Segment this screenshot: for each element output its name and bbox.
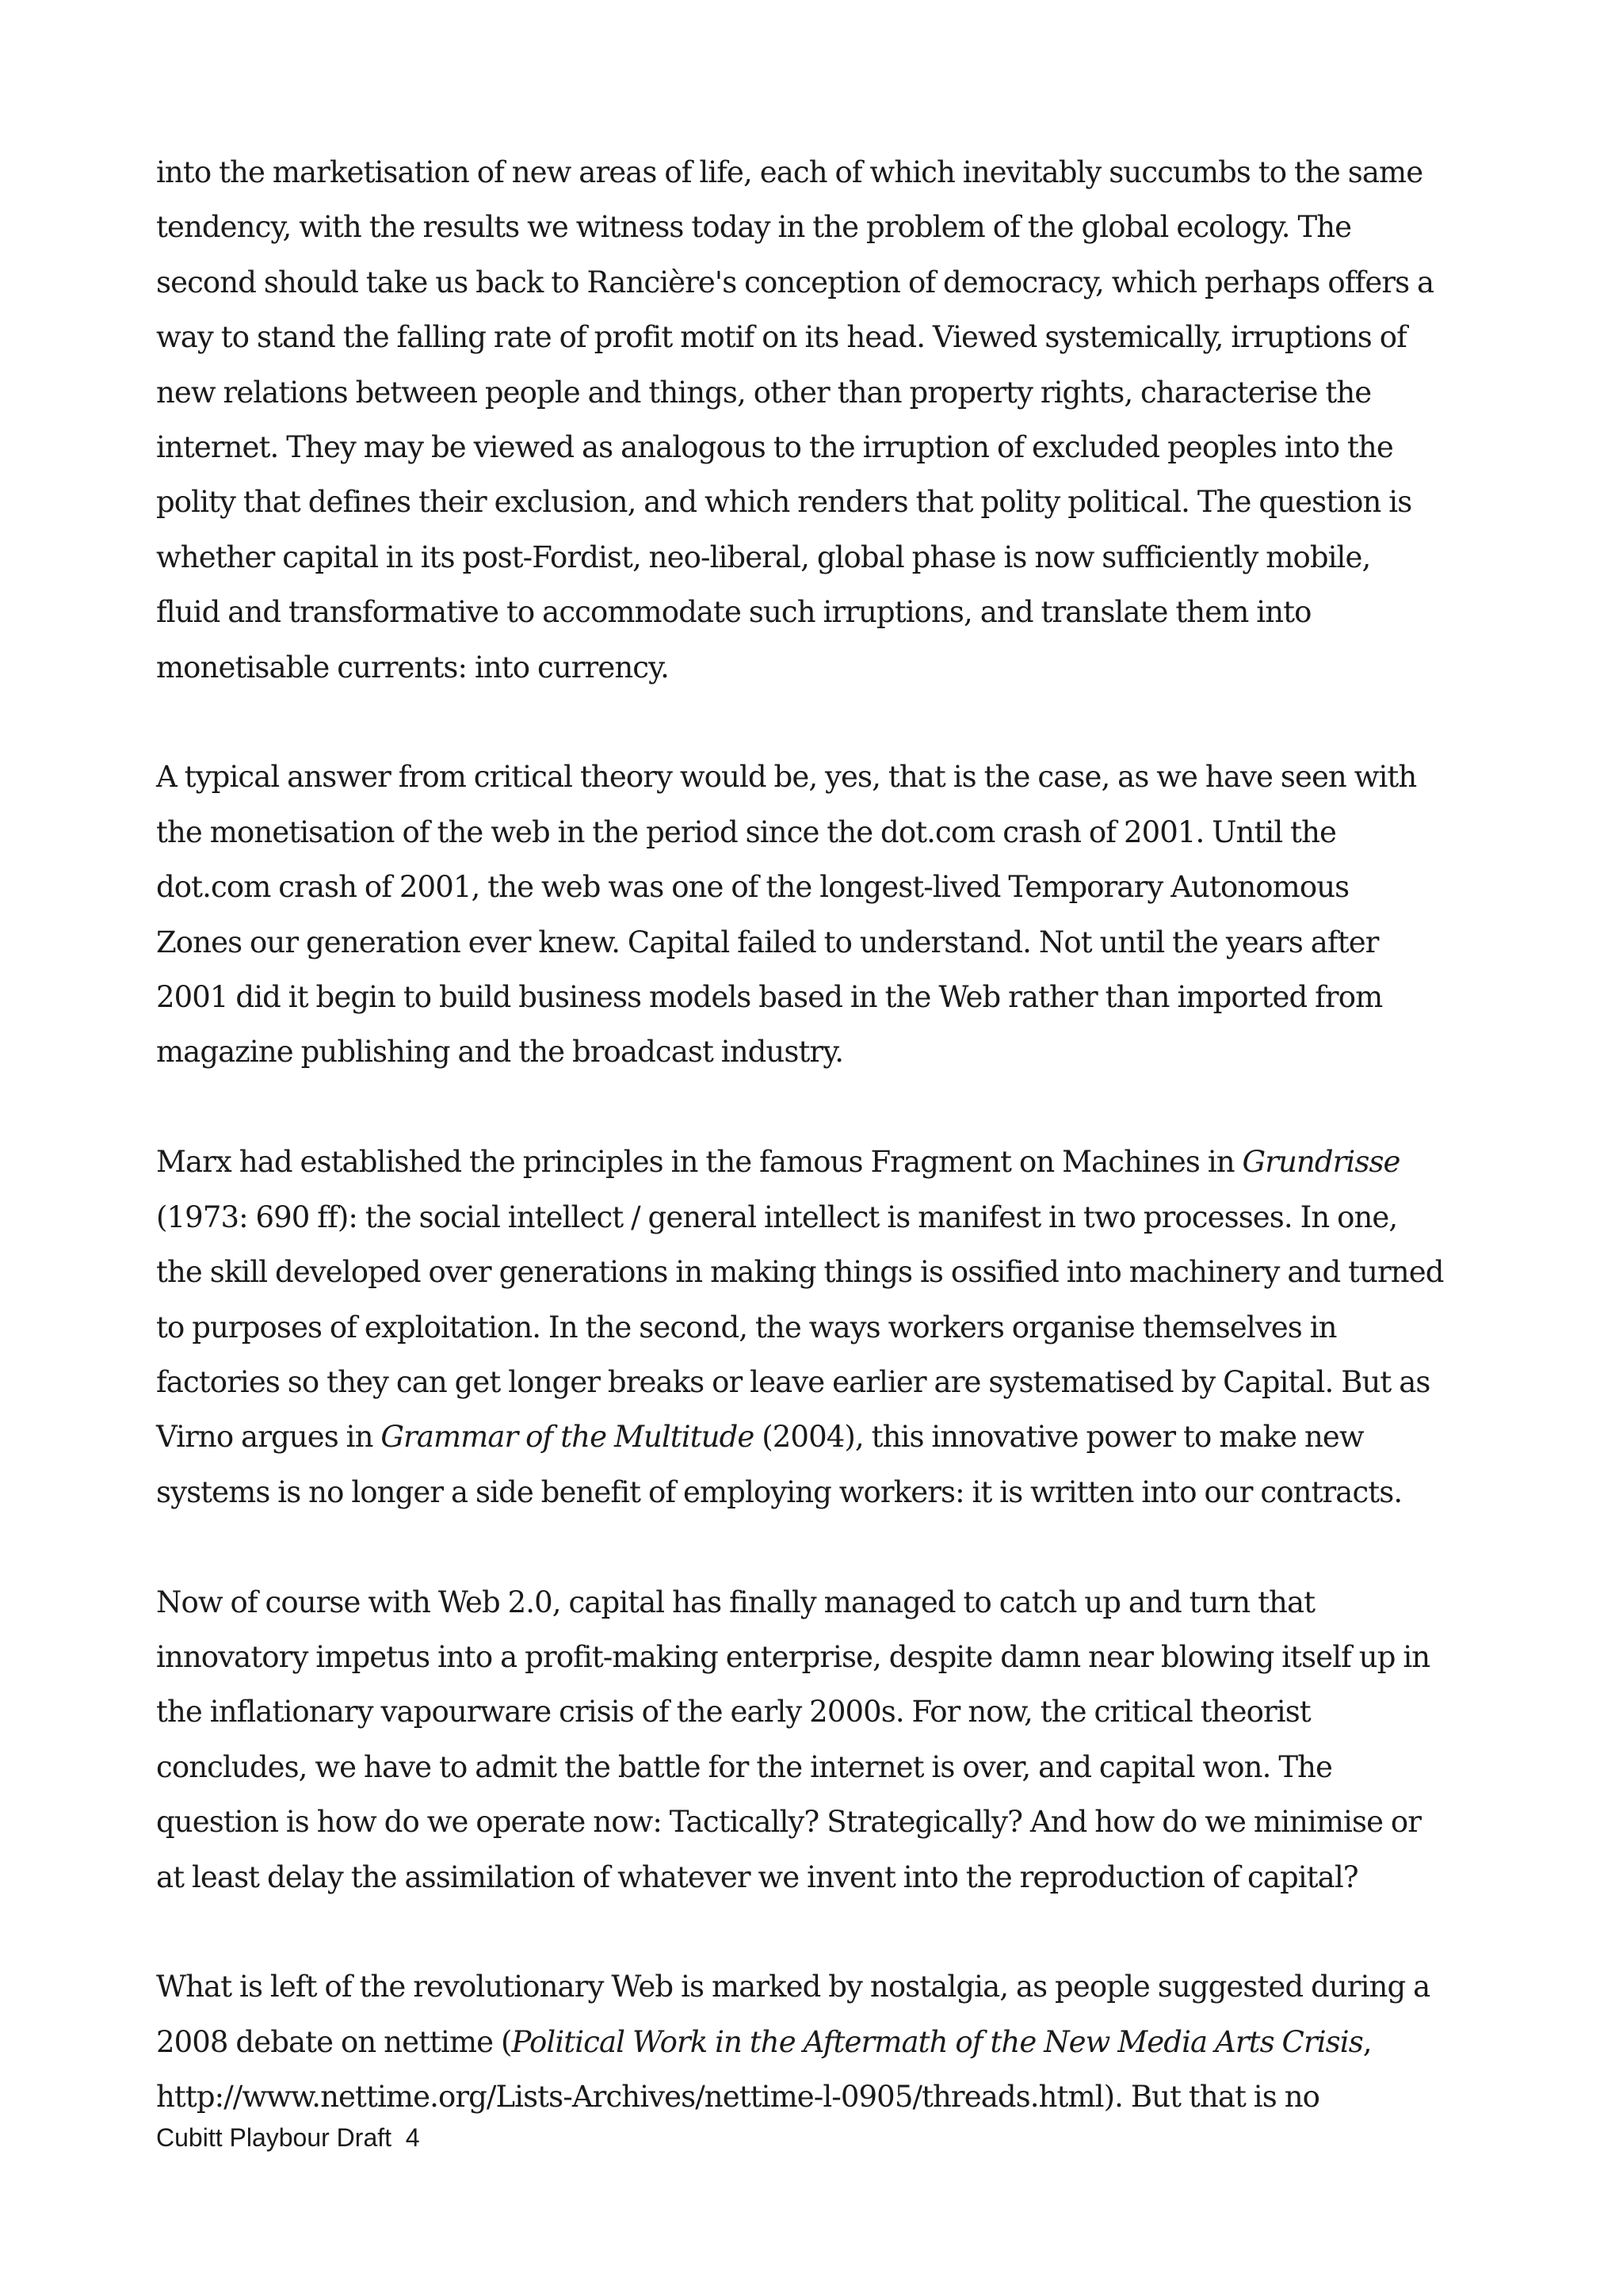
text-line (156, 1245, 1487, 1299)
text-run: way to stand the falling rate of profit motif on its head. Viewed systemically, irruptions of (156, 320, 1407, 355)
text-run: (2004), this innovative power to make new (754, 1420, 1364, 1455)
text-run: monetisable currents: into currency. (156, 650, 670, 685)
text-line (156, 310, 1487, 364)
text-run: the monetisation of the web in the period since the dot.com crash of 2001. Until the (156, 814, 1337, 849)
text-run: Now of course with Web 2.0, capital has finally managed to catch up and turn that (156, 1585, 1316, 1619)
italic-title: Political Work in the Aftermath of the New Media Arts Crisis (511, 2024, 1363, 2059)
text-line (156, 915, 1487, 970)
text-line (156, 1630, 1487, 1684)
text-run: (1973: 690 ff): the social intellect / general intellect is manifest in two processes. In one, (156, 1199, 1398, 1234)
text-line (156, 200, 1487, 254)
text-line (156, 1409, 1487, 1464)
paragraph (156, 145, 1487, 695)
text-run: the inflationary vapourware crisis of the early 2000s. For now, the critical theorist (156, 1695, 1311, 1730)
text-line (156, 1355, 1487, 1409)
text-line (156, 475, 1487, 529)
text-run: Marx had established the principles in the famous Fragment on Machines in (156, 1145, 1243, 1180)
text-run: the skill developed over generations in making things is ossified into machinery and turned (156, 1255, 1444, 1290)
text-run: http://www.nettime.org/Lists-Archives/nettime-l-0905/threads.html). But that is no (156, 2080, 1319, 2115)
text-line (156, 255, 1487, 310)
text-run: , (1362, 2024, 1372, 2059)
text-run: to purposes of exploitation. In the second, the ways workers organise themselves in (156, 1310, 1337, 1344)
text-line (156, 1850, 1487, 1905)
text-line (156, 1190, 1487, 1245)
text-run: dot.com crash of 2001, the web was one of the longest-lived Temporary Autonomous (156, 870, 1350, 905)
text-run: whether capital in its post-Fordist, neo-liberal, global phase is now sufficiently mobile, (156, 540, 1371, 574)
body-text (156, 145, 1487, 2180)
text-line (156, 585, 1487, 639)
text-run: Virno argues in (156, 1420, 381, 1455)
paragraph (156, 1575, 1487, 1905)
text-line (156, 1575, 1487, 1630)
text-line (156, 1465, 1487, 1520)
text-line (156, 1959, 1487, 2014)
text-run: polity that defines their exclusion, and which renders that polity political. The question is (156, 485, 1412, 520)
text-line (156, 365, 1487, 420)
text-run: 2001 did it begin to build business models based in the Web rather than imported from (156, 980, 1383, 1015)
paragraph (156, 1959, 1487, 2124)
text-line (156, 805, 1487, 860)
text-line (156, 145, 1487, 200)
paragraph (156, 749, 1487, 1079)
text-run: 2008 debate on nettime ( (156, 2024, 512, 2059)
page-footer: Cubitt Playbour Draft 4 (156, 2123, 420, 2152)
text-line (156, 1684, 1487, 1739)
italic-title: Grundrisse (1242, 1145, 1400, 1180)
text-line (156, 1740, 1487, 1794)
text-run: new relations between people and things, other than property rights, characterise the (156, 375, 1372, 410)
italic-title: Grammar of the Multitude (380, 1420, 754, 1455)
text-run: into the marketisation of new areas of life, each of which inevitably succumbs to the same (156, 155, 1423, 189)
text-line (156, 1794, 1487, 1849)
text-run: question is how do we operate now: Tactically? Strategically? And how do we minimise or (156, 1805, 1422, 1840)
text-run: factories so they can get longer breaks or leave earlier are systematised by Capital. But as (156, 1364, 1430, 1399)
paragraph (156, 1135, 1487, 1520)
text-line (156, 860, 1487, 914)
text-run: A typical answer from critical theory would be, yes, that is the case, as we have seen with (156, 760, 1417, 795)
text-line (156, 530, 1487, 585)
text-line (156, 970, 1487, 1024)
text-line (156, 1024, 1487, 1079)
text-run: internet. They may be viewed as analogous to the irruption of excluded peoples into the (156, 430, 1393, 465)
text-run: Zones our generation ever knew. Capital failed to understand. Not until the years after (156, 925, 1379, 959)
text-line (156, 640, 1487, 695)
text-run: innovatory impetus into a profit-making enterprise, despite damn near blowing itself up in (156, 1639, 1430, 1674)
text-line (156, 420, 1487, 475)
text-line (156, 1135, 1487, 1189)
text-run: What is left of the revolutionary Web is marked by nostalgia, as people suggested during a (156, 1970, 1430, 2004)
text-run: tendency, with the results we witness today in the problem of the global ecology. The (156, 210, 1352, 245)
text-line (156, 1300, 1487, 1355)
text-line (156, 2069, 1487, 2124)
text-run: second should take us back to Rancière's conception of democracy, which perhaps offers a (156, 265, 1434, 299)
text-run: magazine publishing and the broadcast industry. (156, 1035, 844, 1070)
text-run: concludes, we have to admit the battle for the internet is over, and capital won. The (156, 1749, 1333, 1784)
text-run: systems is no longer a side benefit of employing workers: it is written into our contracts. (156, 1474, 1403, 1509)
text-run: at least delay the assimilation of whatever we invent into the reproduction of capital? (156, 1859, 1358, 1894)
text-run: fluid and transformative to accommodate such irruptions, and translate them into (156, 595, 1312, 630)
text-line (156, 2015, 1487, 2069)
text-line (156, 749, 1487, 804)
